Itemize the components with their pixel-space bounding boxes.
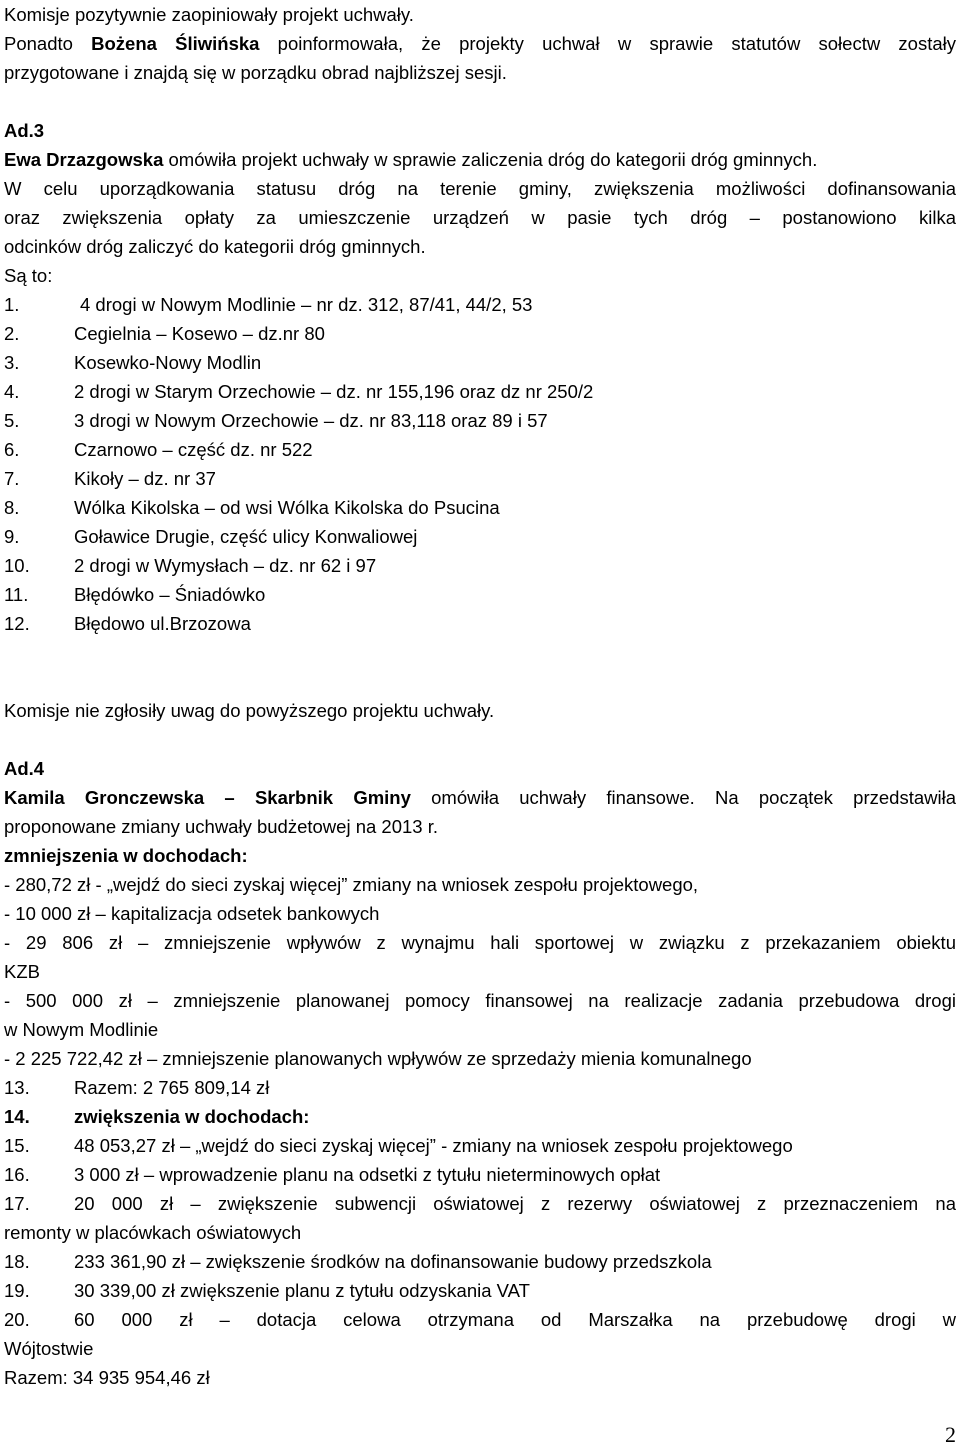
- increase-item: 48 053,27 zł – „wejdź do sieci zyskaj więcej” - zmiany na wniosek zespołu projektowego: [74, 1135, 793, 1156]
- spacer: [4, 638, 956, 667]
- intro-line-3: przygotowane i znajdą się w porządku obrad najbliższej sesji.: [4, 62, 507, 83]
- list-item: [4, 319, 956, 348]
- list-item: [4, 406, 956, 435]
- list-item-text: Błędowo ul.Brzozowa: [74, 613, 251, 634]
- list-item-text: Cegielnia – Kosewo – dz.nr 80: [74, 323, 325, 344]
- list-item-text: Kikoły – dz. nr 37: [74, 468, 216, 489]
- numbered-row: [4, 1102, 956, 1131]
- decrease-item: - 2 225 722,42 zł – zmniejszenie planowanych wpływów ze sprzedaży mienia komunalnego: [4, 1048, 752, 1069]
- row-number: 17.: [4, 1193, 30, 1214]
- ad3-closing: Komisje nie zgłosiły uwag do powyższego projektu uchwały.: [4, 700, 495, 721]
- list-item: [4, 522, 956, 551]
- ad3-line-4: odcinków dróg zaliczyć do kategorii dróg gminnych.: [4, 236, 426, 257]
- increase-item: 233 361,90 zł – zwiększenie środków na dofinansowanie budowy przedszkola: [74, 1251, 712, 1272]
- row-number: 14.: [4, 1106, 30, 1127]
- numbered-row: [4, 1160, 956, 1189]
- list-item: [4, 493, 956, 522]
- spacer: [4, 87, 956, 116]
- roads-list: [4, 290, 956, 638]
- ad4-line-2: proponowane zmiany uchwały budżetowej na 2013 r.: [4, 816, 439, 837]
- list-item-number: 9.: [4, 526, 20, 547]
- row-number: 13.: [4, 1077, 30, 1098]
- ad3-line-3: oraz zwiększenia opłaty za umieszczenie urządzeń w pasie tych dróg – postanowiono kilka: [4, 207, 956, 228]
- list-item-text: Kosewko-Nowy Modlin: [74, 352, 262, 373]
- row-number: 16.: [4, 1164, 30, 1185]
- list-item-number: 11.: [4, 584, 29, 605]
- decrease-item: - 280,72 zł - „wejdź do sieci zyskaj więcej” zmiany na wniosek zespołu projektowego,: [4, 874, 699, 895]
- list-item-number: 1.: [4, 294, 20, 315]
- list-item: [4, 609, 956, 638]
- increases-total: Razem: 34 935 954,46 zł: [4, 1367, 210, 1388]
- ad3-line-2: W celu uporządkowania statusu dróg na terenie gminy, zwiększenia możliwości dofinansowania: [4, 178, 956, 199]
- list-item-text: Błędówko – Śniadówko: [74, 584, 266, 605]
- list-item-number: 12.: [4, 613, 30, 634]
- list-item-number: 8.: [4, 497, 20, 518]
- increase-item: 20 000 zł – zwiększenie subwencji oświatowej z rezerwy oświatowej z przeznaczeniem na: [74, 1193, 956, 1214]
- list-item: [4, 435, 956, 464]
- list-item: [4, 580, 956, 609]
- numbered-row: [4, 1276, 956, 1305]
- numbered-row: [4, 1131, 956, 1160]
- list-item: [4, 290, 956, 319]
- numbered-row: [4, 1247, 956, 1276]
- decreases-heading: zmniejszenia w dochodach:: [4, 845, 248, 866]
- increase-item: 3 000 zł – wprowadzenie planu na odsetki z tytułu nieterminowych opłat: [74, 1164, 661, 1185]
- intro-line-1: Komisje pozytywnie zaopiniowały projekt uchwały.: [4, 4, 414, 25]
- row-number: 15.: [4, 1135, 30, 1156]
- list-item-number: 3.: [4, 352, 20, 373]
- decrease-item-cont: w Nowym Modlinie: [4, 1019, 159, 1040]
- ad3-line-1: [4, 145, 956, 174]
- row-number: 19.: [4, 1280, 30, 1301]
- numbered-row: [4, 1073, 956, 1102]
- numbered-row: [4, 1189, 956, 1218]
- list-item-text: Wólka Kikolska – od wsi Wólka Kikolska do Psucina: [74, 497, 500, 518]
- list-item-number: 5.: [4, 410, 20, 431]
- list-item-text: 3 drogi w Nowym Orzechowie – dz. nr 83,118 oraz 89 i 57: [74, 410, 548, 431]
- list-item-number: 6.: [4, 439, 20, 460]
- decrease-item: - 29 806 zł – zmniejszenie wpływów z wynajmu hali sportowej w związku z przekazaniem obiektu: [4, 932, 956, 953]
- spacer: [4, 725, 956, 754]
- decreases-total: Razem: 2 765 809,14 zł: [74, 1077, 270, 1098]
- list-item-text: 2 drogi w Starym Orzechowie – dz. nr 155,196 oraz dz nr 250/2: [74, 381, 594, 402]
- list-item-text: Goławice Drugie, część ulicy Konwaliowej: [74, 526, 418, 547]
- increase-item: 60 000 zł – dotacja celowa otrzymana od Marszałka na przebudowę drogi w: [74, 1309, 956, 1330]
- row-number: 20.: [4, 1309, 30, 1330]
- increase-item: 30 339,00 zł zwiększenie planu z tytułu odzyskania VAT: [74, 1280, 530, 1301]
- numbered-row: [4, 1305, 956, 1334]
- ad4-text: omówiła uchwały finansowe. Na początek przedstawiła: [410, 787, 956, 808]
- decrease-item-cont: KZB: [4, 961, 40, 982]
- list-item-text: Czarnowo – część dz. nr 522: [74, 439, 313, 460]
- list-item: [4, 464, 956, 493]
- list-item-number: 7.: [4, 468, 20, 489]
- speaker-name: Bożena Śliwińska: [91, 33, 260, 54]
- list-item-number: 4.: [4, 381, 20, 402]
- list-item-number: 2.: [4, 323, 20, 344]
- ad3-text: omówiła projekt uchwały w sprawie zaliczenia dróg do kategorii dróg gminnych.: [163, 149, 818, 170]
- speaker-name: Kamila Gronczewska – Skarbnik Gminy: [4, 787, 411, 808]
- increase-item-cont: Wójtostwie: [4, 1338, 94, 1359]
- list-item: [4, 551, 956, 580]
- ad4-line-1: [4, 783, 956, 812]
- decrease-item: - 500 000 zł – zmniejszenie planowanej pomocy finansowej na realizacje zadania przebudowa drogi: [4, 990, 956, 1011]
- speaker-name: Ewa Drzazgowska: [4, 149, 164, 170]
- list-item-number: 10.: [4, 555, 30, 576]
- list-item: [4, 377, 956, 406]
- list-item-text: 4 drogi w Nowym Modlinie – nr dz. 312, 87/41, 44/2, 53: [80, 294, 533, 315]
- roads-list-intro: Są to:: [4, 265, 53, 286]
- document-page: [4, 0, 956, 1392]
- decrease-item: - 10 000 zł – kapitalizacja odsetek bankowych: [4, 903, 380, 924]
- list-item-text: 2 drogi w Wymysłach – dz. nr 62 i 97: [74, 555, 377, 576]
- row-number: 18.: [4, 1251, 30, 1272]
- section-heading-ad4: Ad.4: [4, 758, 45, 779]
- section-heading-ad3: Ad.3: [4, 120, 45, 141]
- increases-heading: zwiększenia w dochodach:: [74, 1106, 310, 1127]
- increase-item-cont: remonty w placówkach oświatowych: [4, 1222, 302, 1243]
- spacer: [4, 667, 956, 696]
- page-number: 2: [945, 1422, 956, 1447]
- intro-text: Ponadto: [4, 33, 92, 54]
- list-item: [4, 348, 956, 377]
- intro-line-2: [4, 29, 956, 58]
- intro-text: poinformowała, że projekty uchwał w sprawie statutów sołectw zostały: [259, 33, 956, 54]
